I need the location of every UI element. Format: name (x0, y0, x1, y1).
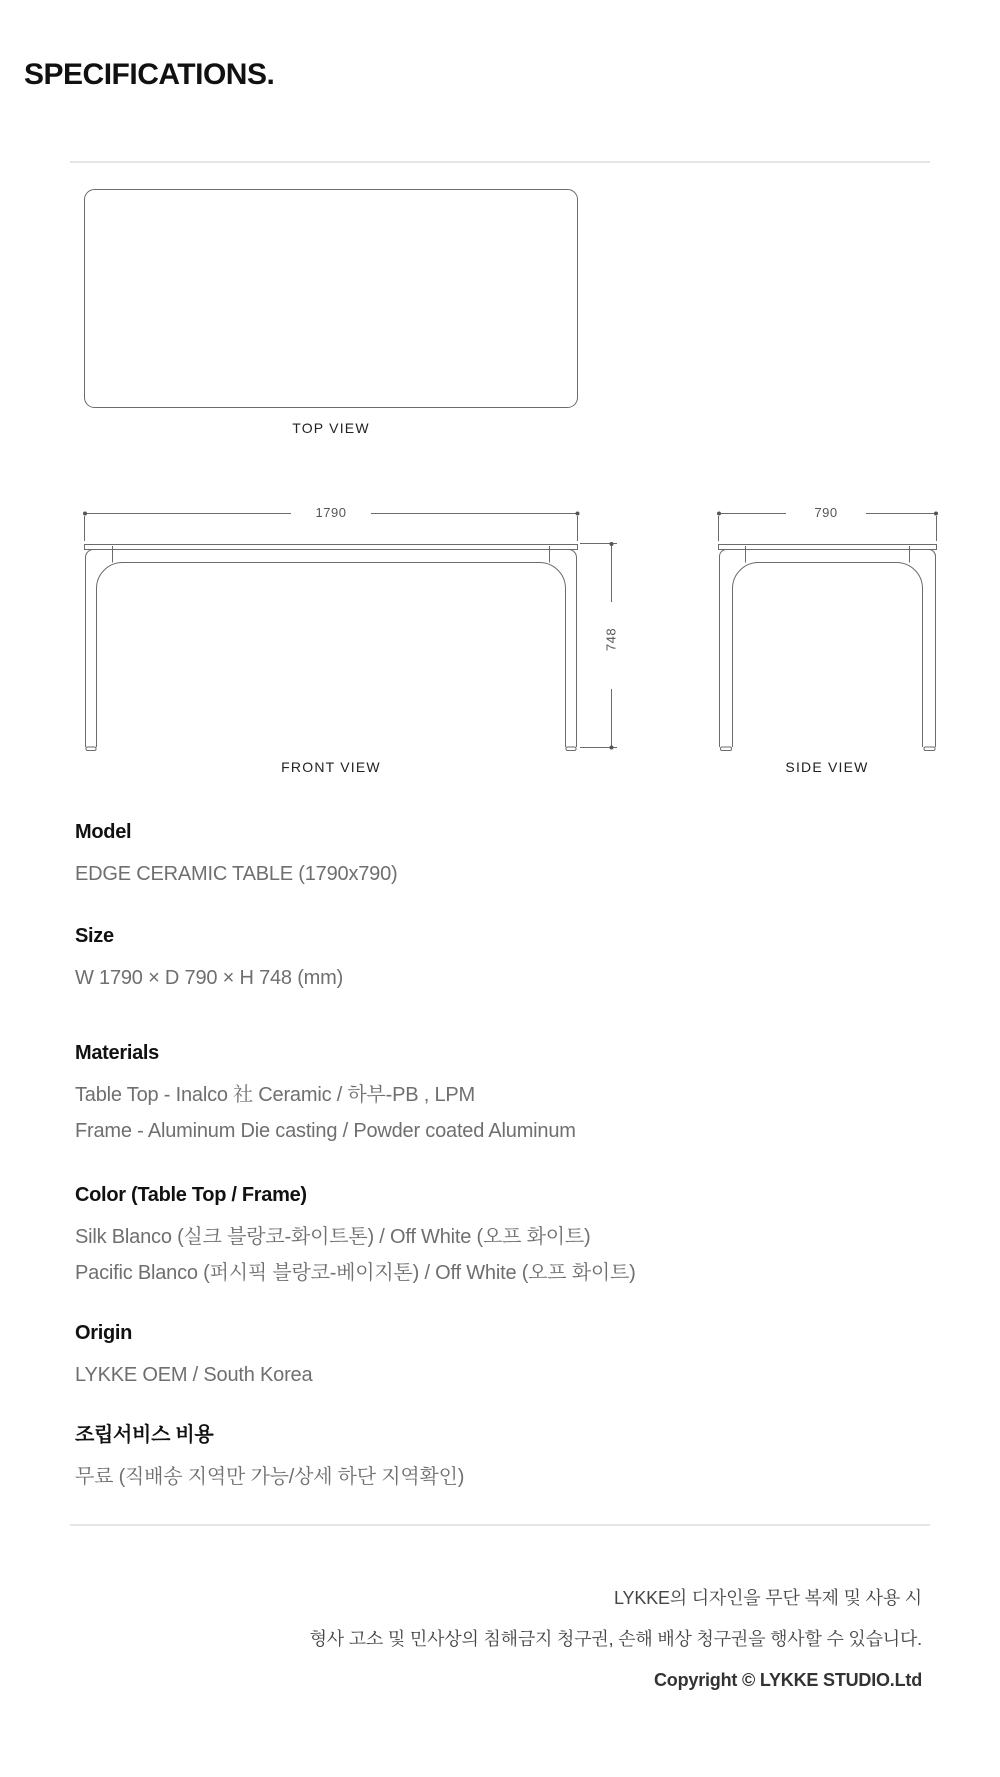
section-model (75, 820, 397, 892)
front-view-label: FRONT VIEW (281, 759, 381, 775)
section-materials (75, 1041, 576, 1149)
section-materials-frame: Frame - Aluminum Die casting / Powder coated Aluminum (75, 1120, 576, 1142)
section-assembly-heading: 조립서비스 비용 (75, 1424, 214, 1446)
section-assembly-value: 무료 (직배송 지역만 가능/상세 하단 지역확인) (75, 1466, 465, 1488)
divider-bottom (70, 1524, 930, 1526)
section-color-option-1: Silk Blanco (실크 블랑코-화이트톤) / Off White (오프 화이트) (75, 1226, 591, 1248)
section-size (75, 924, 343, 996)
front-view-drawing (83, 512, 617, 751)
section-model-value: EDGE CERAMIC TABLE (1790x790) (75, 863, 398, 885)
section-materials-tabletop: Table Top - Inalco 社 Ceramic / 하부-PB , LPM (75, 1084, 476, 1106)
section-origin (75, 1321, 312, 1393)
table-technical-drawing (0, 0, 1000, 790)
section-materials-heading: Materials (75, 1042, 160, 1064)
section-size-heading: Size (75, 925, 114, 947)
footer-copyright: Copyright © LYKKE STUDIO.Ltd (654, 1670, 922, 1690)
section-color-option-2: Pacific Blanco (퍼시픽 블랑코-베이지톤) / Off White (오프 화이트) (75, 1262, 636, 1284)
dimension-height-label: 748 (603, 627, 619, 652)
section-origin-value: LYKKE OEM / South Korea (75, 1364, 313, 1386)
page-title: SPECIFICATIONS. (24, 58, 275, 91)
section-color (75, 1183, 636, 1291)
footer-notice-line-2: 형사 고소 및 민사상의 침해금지 청구권, 손해 배상 청구권을 행사할 수 있습니다. (309, 1629, 922, 1649)
side-view-label: SIDE VIEW (785, 759, 869, 775)
dimension-width-label: 1790 (291, 505, 371, 520)
top-view-label: TOP VIEW (292, 420, 370, 436)
section-size-value: W 1790 × D 790 × H 748 (mm) (75, 967, 344, 989)
section-model-heading: Model (75, 821, 132, 843)
section-assembly-service (75, 1423, 464, 1495)
side-view-drawing (717, 512, 938, 751)
footer-notice-line-1: LYKKE의 디자인을 무단 복제 및 사용 시 (614, 1588, 922, 1608)
section-color-heading: Color (Table Top / Frame) (75, 1184, 307, 1206)
section-origin-heading: Origin (75, 1322, 133, 1344)
dimension-depth-label: 790 (786, 505, 866, 520)
top-view-drawing (85, 190, 578, 408)
